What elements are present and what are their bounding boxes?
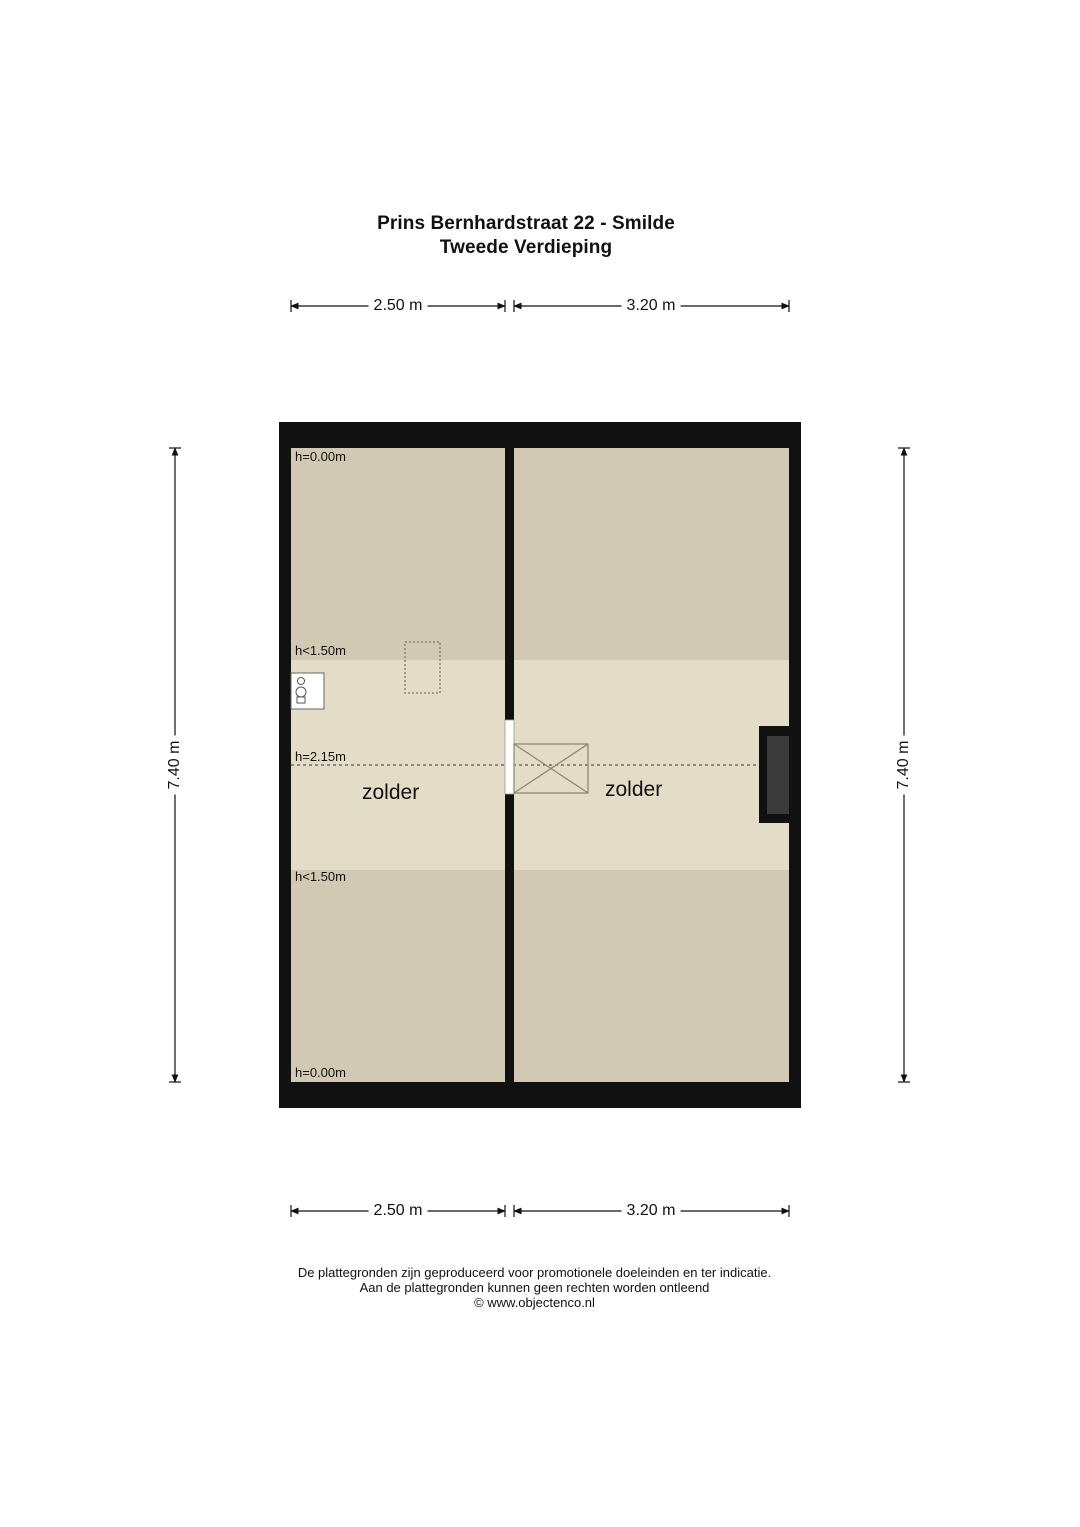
room-label-right: zolder bbox=[605, 778, 663, 801]
dimension-bottom-right: 3.20 m bbox=[622, 1202, 681, 1220]
height-marker-lower: h<1.50m bbox=[295, 869, 346, 884]
room-label-left: zolder bbox=[362, 781, 420, 804]
disclaimer-line-2: Aan de plattegronden kunnen geen rechten worden ontleend bbox=[359, 1280, 710, 1295]
dimension-top-right: 3.20 m bbox=[622, 297, 681, 315]
height-marker-upper: h<1.50m bbox=[295, 643, 346, 658]
floor-name: Tweede Verdieping bbox=[439, 237, 613, 258]
disclaimer-line-1: De plattegronden zijn geproduceerd voor promotionele doeleinden en ter indicatie. bbox=[297, 1265, 772, 1280]
height-marker-ridge: h=2.15m bbox=[295, 749, 346, 764]
copyright-line: © www.objectenco.nl bbox=[474, 1295, 595, 1310]
dimension-left-height: 7.40 m bbox=[166, 736, 184, 795]
dimension-bottom-left: 2.50 m bbox=[369, 1202, 428, 1220]
height-marker-top: h=0.00m bbox=[295, 449, 346, 464]
dimension-line-bottom bbox=[291, 1205, 789, 1217]
dimension-top-left: 2.50 m bbox=[369, 297, 428, 315]
dimension-line-top bbox=[291, 300, 789, 312]
dimension-right-height: 7.40 m bbox=[895, 736, 913, 795]
boiler-icon bbox=[291, 673, 324, 709]
plan-title: Prins Bernhardstraat 22 - Smilde bbox=[377, 213, 675, 234]
height-marker-bottom: h=0.00m bbox=[295, 1065, 346, 1080]
door-opening bbox=[505, 720, 514, 794]
chimney bbox=[759, 726, 789, 823]
